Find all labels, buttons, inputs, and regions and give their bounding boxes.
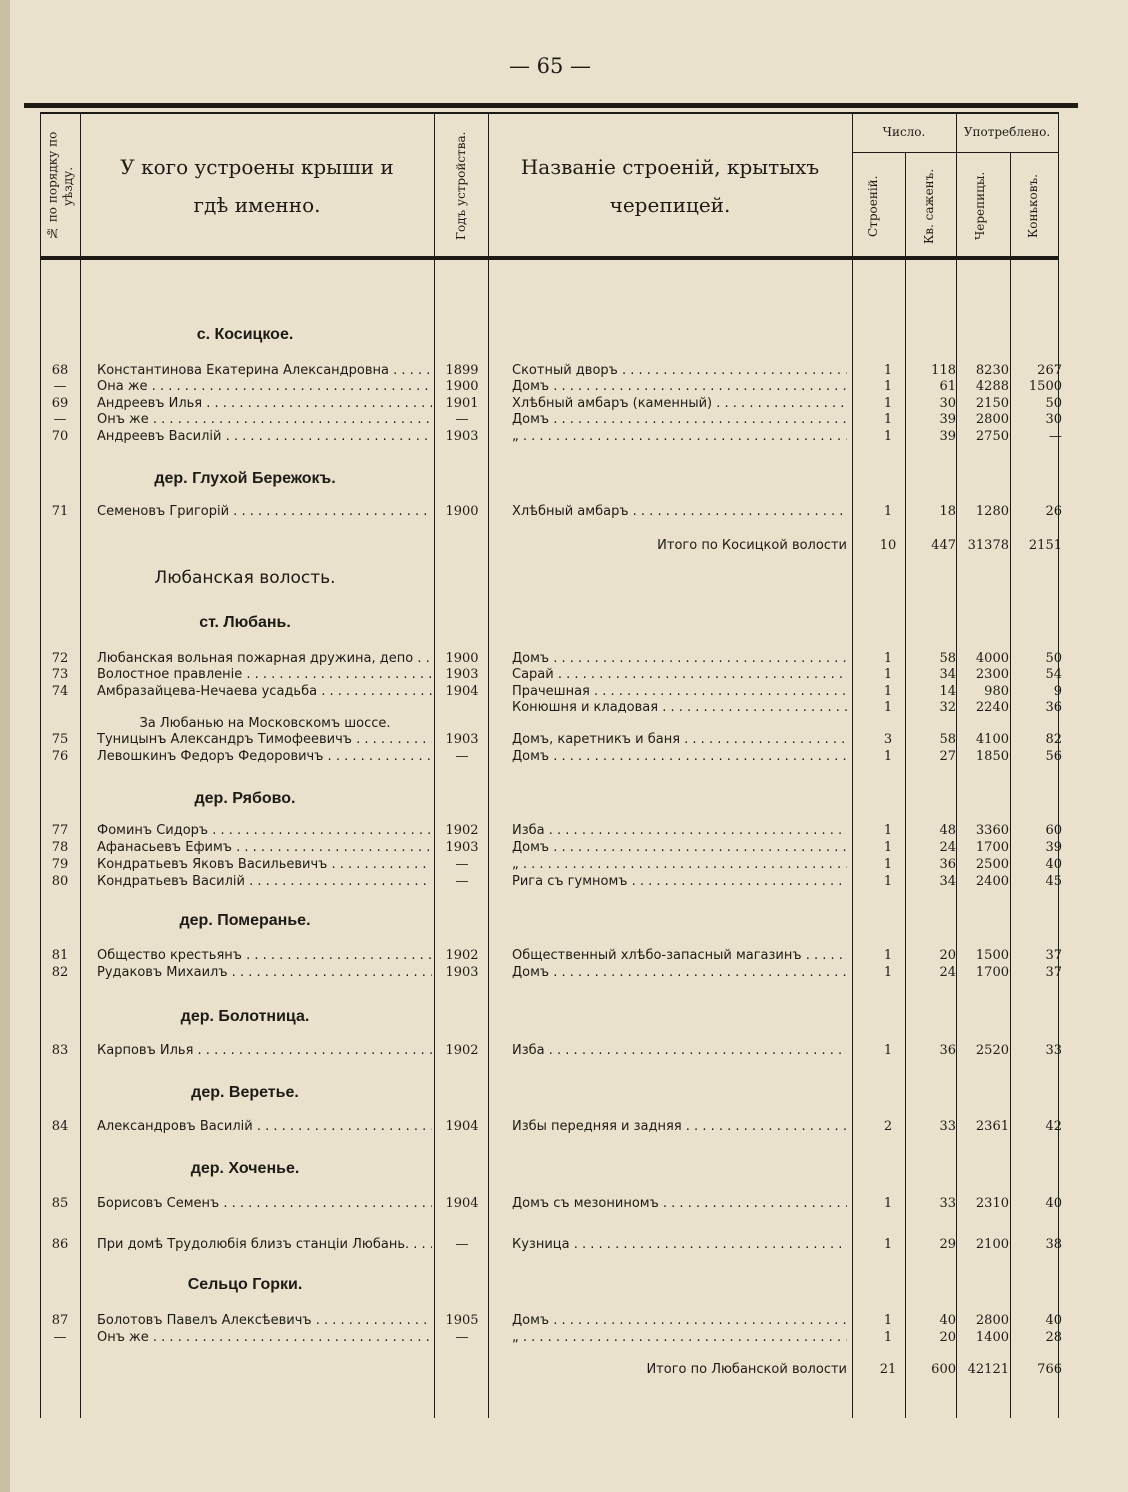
top-rule bbox=[24, 103, 1078, 108]
table-row bbox=[0, 1329, 1128, 1346]
header-col-building: Названіе строеній, крытыхъ черепицей. bbox=[520, 155, 820, 217]
table-border-left bbox=[40, 112, 41, 1418]
ridges-count: 82 bbox=[1045, 732, 1062, 747]
ridges-count: 39 bbox=[1045, 840, 1062, 855]
section-heading: дер. Померанье. bbox=[179, 912, 311, 929]
owner-name: Общество крестьянъ . . . bbox=[97, 947, 432, 964]
year-built: — bbox=[455, 412, 469, 427]
building-name: „ . . . bbox=[512, 856, 847, 873]
row-number: 74 bbox=[51, 684, 69, 699]
area-sazhen: 18 bbox=[939, 504, 956, 519]
tiles-count: 2100 bbox=[975, 1237, 1009, 1252]
owner-name: Любанская вольная пожарная дружина, депо . . . bbox=[97, 650, 432, 667]
owner-name: Туницынъ Александръ Тимофеевичъ . . . bbox=[97, 731, 432, 748]
row-number: 73 bbox=[51, 667, 69, 682]
tiles-count: 1700 bbox=[975, 840, 1009, 855]
ridges-count: 28 bbox=[1045, 1330, 1062, 1345]
section-heading: дер. Веретье. bbox=[191, 1084, 299, 1101]
area-sazhen: 24 bbox=[939, 840, 956, 855]
ridges-count: 9 bbox=[1053, 684, 1062, 699]
owner-name: Семеновъ Григорій . . . bbox=[97, 503, 432, 520]
top-rule-thin bbox=[40, 112, 1058, 114]
tiles-count: 1700 bbox=[975, 965, 1009, 980]
ridges-count: 50 bbox=[1045, 651, 1062, 666]
table-row bbox=[0, 362, 1128, 379]
column-rule bbox=[434, 112, 435, 1418]
building-name: Кузница . . . bbox=[512, 1236, 847, 1253]
header-col-area: Кв. саженъ. bbox=[922, 168, 936, 244]
year-built: 1904 bbox=[445, 684, 479, 699]
year-built: 1903 bbox=[445, 667, 479, 682]
header-group-used: Употреблено. bbox=[963, 125, 1051, 139]
buildings-count: 1 bbox=[883, 651, 893, 666]
column-rule bbox=[956, 112, 957, 1418]
tiles-count: 2500 bbox=[975, 857, 1009, 872]
row-number: 69 bbox=[51, 396, 69, 411]
year-built: 1903 bbox=[445, 732, 479, 747]
table-row bbox=[0, 873, 1128, 890]
total-area: 600 bbox=[931, 1362, 956, 1377]
area-sazhen: 39 bbox=[939, 412, 956, 427]
year-built: 1903 bbox=[445, 429, 479, 444]
total-area: 447 bbox=[931, 538, 956, 553]
owner-name: Онъ же . . . bbox=[97, 1329, 432, 1346]
row-number: — bbox=[53, 379, 67, 394]
table-row bbox=[0, 428, 1128, 445]
owner-name: Карповъ Илья . . . bbox=[97, 1042, 432, 1059]
building-name: Скотный дворъ . . . bbox=[512, 362, 847, 379]
row-number: — bbox=[53, 412, 67, 427]
owner-name: Она же . . . bbox=[97, 378, 432, 395]
column-rule bbox=[488, 112, 489, 1418]
building-name: Домъ . . . bbox=[512, 650, 847, 667]
buildings-count: 1 bbox=[883, 684, 893, 699]
building-name: Сарай . . . bbox=[512, 666, 847, 683]
building-name: Домъ, каретникъ и баня . . . bbox=[512, 731, 847, 748]
year-built: 1902 bbox=[445, 1043, 479, 1058]
year-built: 1903 bbox=[445, 965, 479, 980]
owner-name: Кондратьевъ Яковъ Васильевичъ . . . bbox=[97, 856, 432, 873]
table-row bbox=[0, 1042, 1128, 1059]
area-sazhen: 118 bbox=[931, 363, 956, 378]
tiles-count: 2520 bbox=[975, 1043, 1009, 1058]
area-sazhen: 14 bbox=[939, 684, 956, 699]
area-sazhen: 33 bbox=[939, 1119, 956, 1134]
table-border-right bbox=[1058, 112, 1059, 1418]
row-number: 71 bbox=[51, 504, 69, 519]
header-group-number: Число. bbox=[882, 125, 926, 139]
column-rule bbox=[80, 112, 81, 1418]
table-row bbox=[0, 1236, 1128, 1253]
row-number: 87 bbox=[51, 1313, 69, 1328]
year-built: 1900 bbox=[445, 651, 479, 666]
building-name: Хлѣбный амбаръ . . . bbox=[512, 503, 847, 520]
tiles-count: 2240 bbox=[975, 700, 1009, 715]
building-name: Изба . . . bbox=[512, 1042, 847, 1059]
buildings-count: 1 bbox=[883, 965, 893, 980]
total-ridges: 766 bbox=[1037, 1362, 1062, 1377]
owner-name: Кондратьевъ Василій . . . bbox=[97, 873, 432, 890]
owner-name: Борисовъ Семенъ . . . bbox=[97, 1195, 432, 1212]
section-heading: Сельцо Горки. bbox=[187, 1276, 303, 1293]
building-name: Рига съ гумномъ . . . bbox=[512, 873, 847, 890]
ridges-count: 37 bbox=[1045, 965, 1062, 980]
row-number: 80 bbox=[51, 874, 69, 889]
year-built: 1902 bbox=[445, 948, 479, 963]
buildings-count: 1 bbox=[883, 396, 893, 411]
area-sazhen: 39 bbox=[939, 429, 956, 444]
tiles-count: 4288 bbox=[975, 379, 1009, 394]
tiles-count: 1500 bbox=[975, 948, 1009, 963]
column-rule bbox=[1010, 152, 1011, 1418]
page-number: — 65 — bbox=[508, 54, 592, 78]
header-col-ridges: Коньковъ. bbox=[1026, 174, 1040, 238]
owner-name: Андреевъ Илья . . . bbox=[97, 395, 432, 412]
tiles-count: 4000 bbox=[975, 651, 1009, 666]
owner-name: Александровъ Василій . . . bbox=[97, 1118, 432, 1135]
section-heading: дер. Болотница. bbox=[180, 1008, 310, 1025]
area-sazhen: 32 bbox=[939, 700, 956, 715]
total-label: Итого по Любанской волости bbox=[646, 1362, 847, 1377]
column-rule bbox=[852, 112, 853, 1418]
year-built: 1904 bbox=[445, 1196, 479, 1211]
buildings-count: 1 bbox=[883, 1313, 893, 1328]
year-built: 1899 bbox=[445, 363, 479, 378]
header-col-tiles: Черепицы. bbox=[973, 171, 987, 241]
section-heading: ст. Любань. bbox=[199, 614, 291, 631]
row-number: 78 bbox=[51, 840, 69, 855]
year-built: — bbox=[455, 749, 469, 764]
year-built: 1901 bbox=[445, 396, 479, 411]
section-heading: дер. Рябово. bbox=[194, 790, 296, 807]
buildings-count: 1 bbox=[883, 874, 893, 889]
tiles-count: 2300 bbox=[975, 667, 1009, 682]
row-number: 82 bbox=[51, 965, 69, 980]
buildings-count: 1 bbox=[883, 1330, 893, 1345]
ridges-count: 50 bbox=[1045, 396, 1062, 411]
building-name: Хлѣбный амбаръ (каменный) . . . bbox=[512, 395, 847, 412]
table-row bbox=[0, 666, 1128, 683]
owner-name: Онъ же . . . bbox=[97, 411, 432, 428]
building-name: Домъ . . . bbox=[512, 748, 847, 765]
tiles-count: 2150 bbox=[975, 396, 1009, 411]
tiles-count: 980 bbox=[984, 684, 1009, 699]
area-sazhen: 34 bbox=[939, 667, 956, 682]
header-col-year: Годъ устройства. bbox=[454, 131, 469, 241]
building-name: Домъ съ мезониномъ . . . bbox=[512, 1195, 847, 1212]
row-number: 86 bbox=[51, 1237, 69, 1252]
ridges-count: 26 bbox=[1045, 504, 1062, 519]
header-col-order: № по порядку по уѣзду. bbox=[45, 131, 75, 241]
section-note: За Любанью на Московскомъ шоссе. bbox=[139, 716, 391, 731]
ridges-count: 33 bbox=[1045, 1043, 1062, 1058]
owner-name: Константинова Екатерина Александровна . . . bbox=[97, 362, 432, 379]
buildings-count: 1 bbox=[883, 504, 893, 519]
total-row bbox=[0, 537, 1128, 554]
table-row bbox=[0, 378, 1128, 395]
owner-name: Андреевъ Василій . . . bbox=[97, 428, 432, 445]
area-sazhen: 58 bbox=[939, 732, 956, 747]
row-number: 77 bbox=[51, 823, 69, 838]
building-name: Прачешная . . . bbox=[512, 683, 847, 700]
area-sazhen: 27 bbox=[939, 749, 956, 764]
area-sazhen: 30 bbox=[939, 396, 956, 411]
ridges-count: 56 bbox=[1045, 749, 1062, 764]
tiles-count: 1280 bbox=[975, 504, 1009, 519]
area-sazhen: 29 bbox=[939, 1237, 956, 1252]
owner-name: Болотовъ Павелъ Алексѣевичъ . . . bbox=[97, 1312, 432, 1329]
ridges-count: 37 bbox=[1045, 948, 1062, 963]
owner-name: Афанасьевъ Ефимъ . . . bbox=[97, 839, 432, 856]
tiles-count: 3360 bbox=[975, 823, 1009, 838]
row-number: 83 bbox=[51, 1043, 69, 1058]
table-row bbox=[0, 731, 1128, 748]
ridges-count: — bbox=[1049, 429, 1062, 444]
tiles-count: 2361 bbox=[975, 1119, 1009, 1134]
buildings-count: 1 bbox=[883, 1043, 893, 1058]
table-row bbox=[0, 964, 1128, 981]
row-number: 85 bbox=[51, 1196, 69, 1211]
row-number: 84 bbox=[51, 1119, 69, 1134]
row-number: 76 bbox=[51, 749, 69, 764]
ridges-count: 1500 bbox=[1028, 379, 1062, 394]
area-sazhen: 24 bbox=[939, 965, 956, 980]
owner-name: Фоминъ Сидоръ . . . bbox=[97, 822, 432, 839]
year-built: 1905 bbox=[445, 1313, 479, 1328]
area-sazhen: 61 bbox=[939, 379, 956, 394]
ridges-count: 42 bbox=[1045, 1119, 1062, 1134]
year-built: 1904 bbox=[445, 1119, 479, 1134]
table-row bbox=[0, 683, 1128, 700]
buildings-count: 1 bbox=[883, 363, 893, 378]
ridges-count: 267 bbox=[1037, 363, 1062, 378]
building-name: Домъ . . . bbox=[512, 1312, 847, 1329]
tiles-count: 8230 bbox=[975, 363, 1009, 378]
section-heading-volost: Любанская волость. bbox=[154, 568, 336, 588]
total-tiles: 31378 bbox=[967, 538, 1009, 553]
buildings-count: 2 bbox=[883, 1119, 893, 1134]
total-buildings: 21 bbox=[879, 1362, 897, 1377]
building-name: „ . . . bbox=[512, 1329, 847, 1346]
area-sazhen: 36 bbox=[939, 1043, 956, 1058]
buildings-count: 1 bbox=[883, 667, 893, 682]
table-row bbox=[0, 503, 1128, 520]
owner-name: При домѣ Трудолюбія близъ станціи Любань. . . . bbox=[97, 1236, 432, 1253]
row-number: 68 bbox=[51, 363, 69, 378]
area-sazhen: 33 bbox=[939, 1196, 956, 1211]
building-name: Изба . . . bbox=[512, 822, 847, 839]
buildings-count: 1 bbox=[883, 948, 893, 963]
building-name: „ . . . bbox=[512, 428, 847, 445]
tiles-count: 2310 bbox=[975, 1196, 1009, 1211]
year-built: — bbox=[455, 857, 469, 872]
ridges-count: 30 bbox=[1045, 412, 1062, 427]
row-number: 70 bbox=[51, 429, 69, 444]
area-sazhen: 40 bbox=[939, 1313, 956, 1328]
area-sazhen: 20 bbox=[939, 1330, 956, 1345]
total-ridges: 2151 bbox=[1028, 538, 1062, 553]
area-sazhen: 20 bbox=[939, 948, 956, 963]
buildings-count: 1 bbox=[883, 429, 893, 444]
row-number: 72 bbox=[51, 651, 69, 666]
ridges-count: 40 bbox=[1045, 1313, 1062, 1328]
tiles-count: 2750 bbox=[975, 429, 1009, 444]
table-row bbox=[0, 1118, 1128, 1135]
buildings-count: 1 bbox=[883, 840, 893, 855]
total-tiles: 42121 bbox=[967, 1362, 1009, 1377]
buildings-count: 1 bbox=[883, 1237, 893, 1252]
row-number: 79 bbox=[51, 857, 69, 872]
header-col-buildings-count: Строеній. bbox=[866, 175, 880, 237]
area-sazhen: 48 bbox=[939, 823, 956, 838]
building-name: Домъ . . . bbox=[512, 378, 847, 395]
table-row bbox=[0, 822, 1128, 839]
ridges-count: 40 bbox=[1045, 857, 1062, 872]
buildings-count: 1 bbox=[883, 412, 893, 427]
table-row bbox=[0, 411, 1128, 428]
buildings-count: 1 bbox=[883, 857, 893, 872]
tiles-count: 4100 bbox=[975, 732, 1009, 747]
building-name: Домъ . . . bbox=[512, 839, 847, 856]
row-number: 75 bbox=[51, 732, 69, 747]
total-row bbox=[0, 1361, 1128, 1378]
table-row bbox=[0, 650, 1128, 667]
year-built: — bbox=[455, 1330, 469, 1345]
total-label: Итого по Косицкой волости bbox=[657, 538, 847, 553]
ridges-count: 40 bbox=[1045, 1196, 1062, 1211]
ridges-count: 45 bbox=[1045, 874, 1062, 889]
header-col-owner: У кого устроены крыши и гдѣ именно. bbox=[120, 155, 394, 217]
section-heading: дер. Глухой Бережокъ. bbox=[154, 470, 336, 487]
tiles-count: 2800 bbox=[975, 412, 1009, 427]
year-built: 1903 bbox=[445, 840, 479, 855]
table-row bbox=[0, 947, 1128, 964]
table-row bbox=[0, 839, 1128, 856]
section-heading: дер. Хоченье. bbox=[190, 1160, 300, 1177]
owner-name: Волостное правленіе . . . bbox=[97, 666, 432, 683]
buildings-count: 1 bbox=[883, 749, 893, 764]
owner-name: Амбразайцева-Нечаева усадьба . . . bbox=[97, 683, 432, 700]
tiles-count: 1850 bbox=[975, 749, 1009, 764]
owner-name: Левошкинъ Федоръ Федоровичъ . . . bbox=[97, 748, 432, 765]
building-name: Конюшня и кладовая . . . bbox=[512, 699, 847, 716]
building-name: Избы передняя и задняя . . . bbox=[512, 1118, 847, 1135]
row-number: 81 bbox=[51, 948, 69, 963]
area-sazhen: 34 bbox=[939, 874, 956, 889]
table-row bbox=[0, 395, 1128, 412]
buildings-count: 3 bbox=[883, 732, 893, 747]
table-row bbox=[0, 699, 1128, 716]
year-built: — bbox=[455, 1237, 469, 1252]
year-built: 1902 bbox=[445, 823, 479, 838]
ridges-count: 36 bbox=[1045, 700, 1062, 715]
tiles-count: 1400 bbox=[975, 1330, 1009, 1345]
group-rule bbox=[852, 152, 1058, 153]
buildings-count: 1 bbox=[883, 823, 893, 838]
row-number: — bbox=[53, 1330, 67, 1345]
buildings-count: 1 bbox=[883, 700, 893, 715]
tiles-count: 2800 bbox=[975, 1313, 1009, 1328]
table-row bbox=[0, 856, 1128, 873]
tiles-count: 2400 bbox=[975, 874, 1009, 889]
area-sazhen: 36 bbox=[939, 857, 956, 872]
building-name: Домъ . . . bbox=[512, 411, 847, 428]
year-built: 1900 bbox=[445, 379, 479, 394]
ridges-count: 60 bbox=[1045, 823, 1062, 838]
buildings-count: 1 bbox=[883, 1196, 893, 1211]
table-row bbox=[0, 1312, 1128, 1329]
table-row bbox=[0, 748, 1128, 765]
ridges-count: 54 bbox=[1045, 667, 1062, 682]
year-built: — bbox=[455, 874, 469, 889]
owner-name: Рудаковъ Михаилъ . . . bbox=[97, 964, 432, 981]
ridges-count: 38 bbox=[1045, 1237, 1062, 1252]
total-buildings: 10 bbox=[879, 538, 897, 553]
year-built: 1900 bbox=[445, 504, 479, 519]
building-name: Домъ . . . bbox=[512, 964, 847, 981]
table-row bbox=[0, 1195, 1128, 1212]
section-heading: с. Косицкое. bbox=[196, 326, 294, 343]
building-name: Общественный хлѣбо-запасный магазинъ . . . bbox=[512, 947, 847, 964]
area-sazhen: 58 bbox=[939, 651, 956, 666]
column-rule bbox=[905, 152, 906, 1418]
buildings-count: 1 bbox=[883, 379, 893, 394]
